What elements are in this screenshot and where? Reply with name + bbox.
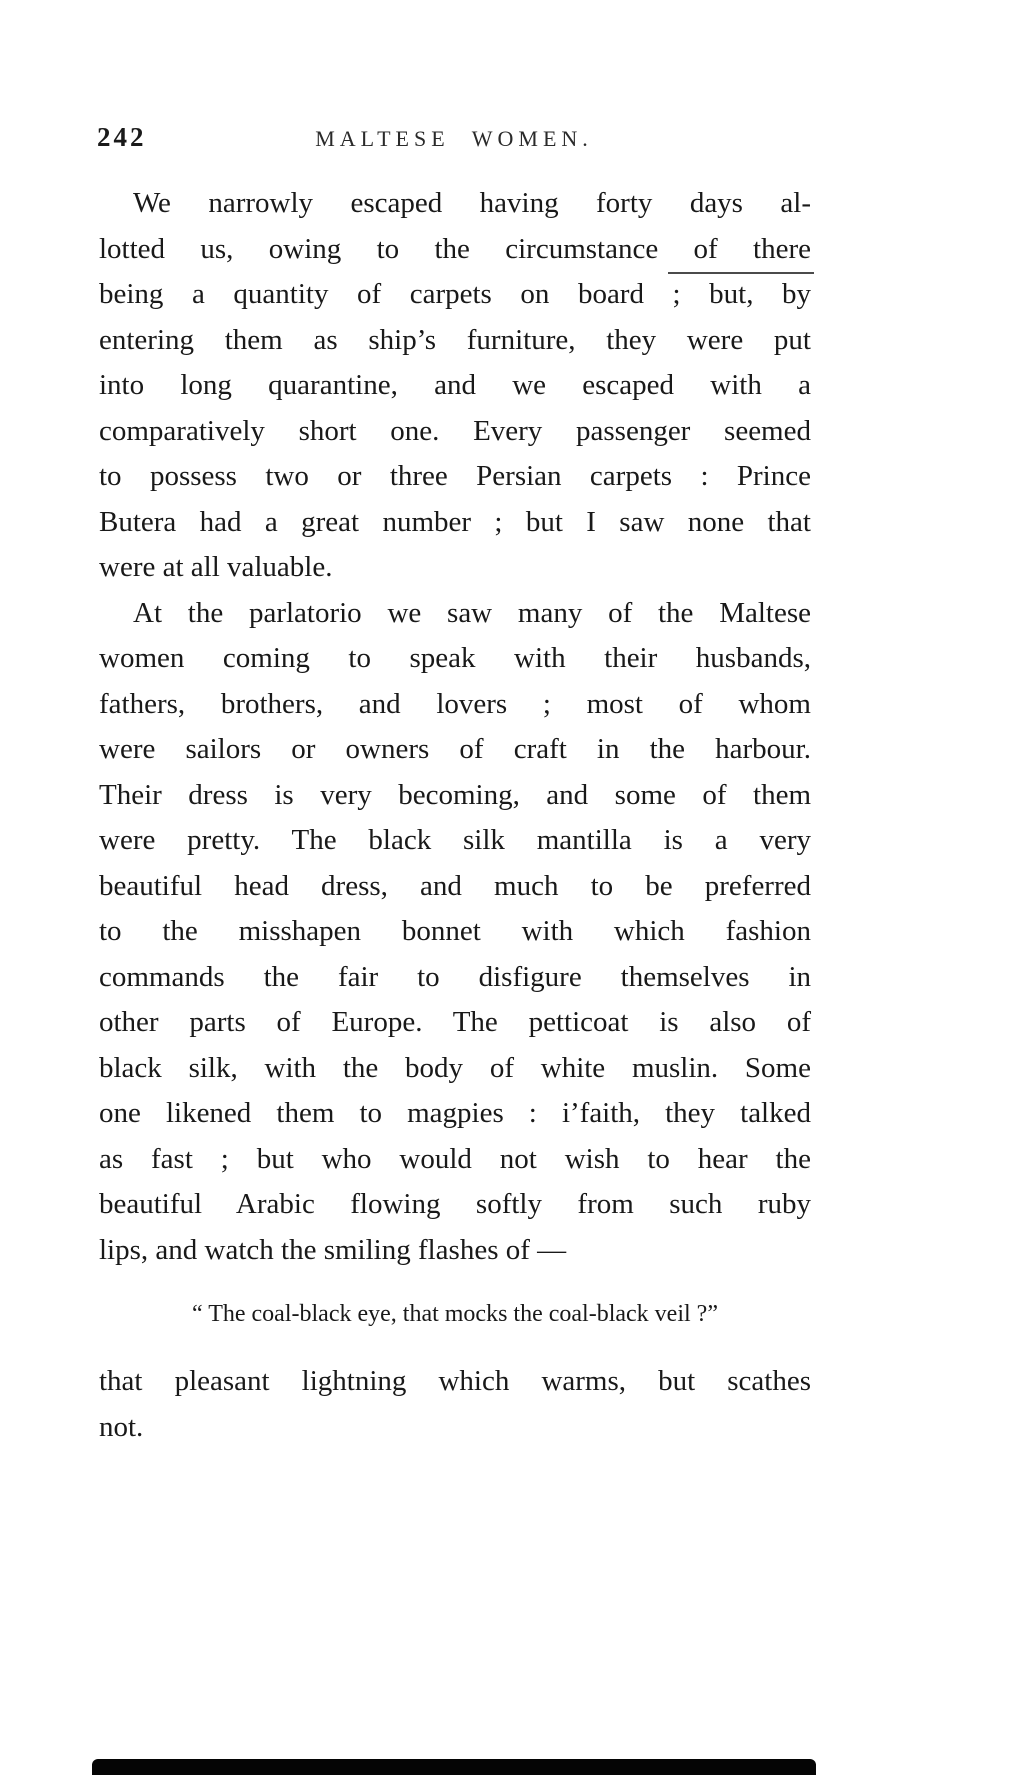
verse-quote: [99, 1297, 811, 1331]
text-line: comparatively short one. Every passenger seemed: [99, 414, 811, 447]
text-line: to the misshapen bonnet with which fashion: [99, 915, 811, 947]
text-line: We narrowly escaped having forty days al-: [133, 187, 811, 219]
text-line: black silk, with the body of white muslin. Some: [99, 1051, 811, 1084]
text-line: lips, and watch the smiling flashes of —: [99, 1233, 567, 1266]
text-line: “ The coal-black eye, that mocks the coal-black veil ?”: [192, 1301, 718, 1327]
text-line: were at all valuable.: [99, 551, 333, 583]
paragraph: [99, 181, 811, 591]
page-number: 242: [97, 122, 147, 152]
text-line: Their dress is very becoming, and some of them: [99, 778, 811, 811]
text-line: were sailors or owners of craft in the harbour.: [99, 733, 811, 765]
text-line: entering them as ship’s furniture, they were put: [99, 323, 811, 356]
text-line: that pleasant lightning which warms, but scathes: [99, 1365, 811, 1397]
text-line: lotted us, owing to the circumstance of there: [99, 232, 811, 265]
text-line: Butera had a great number ; but I saw none that: [99, 505, 811, 538]
text-line: as fast ; but who would not wish to hear the: [99, 1142, 811, 1175]
text-line: beautiful head dress, and much to be preferred: [99, 869, 811, 902]
page-header: [97, 120, 811, 156]
page-body: [99, 181, 811, 1450]
paragraph: [99, 591, 811, 1274]
text-line: At the parlatorio we saw many of the Maltese: [133, 596, 811, 629]
scan-artifact-line: [668, 272, 814, 274]
text-line: not.: [99, 1410, 144, 1443]
text-line: beautiful Arabic flowing softly from such ruby: [99, 1188, 811, 1220]
scan-artifact-bar: [92, 1759, 816, 1775]
text-line: to possess two or three Persian carpets : Prince: [99, 460, 811, 492]
paragraph: [99, 1359, 811, 1450]
text-line: other parts of Europe. The petticoat is also of: [99, 1006, 811, 1038]
text-line: women coming to speak with their husbands,: [99, 642, 811, 674]
text-line: one likened them to magpies : i’faith, they talked: [99, 1097, 811, 1129]
text-line: were pretty. The black silk mantilla is a very: [99, 824, 811, 856]
running-header: MALTESE WOMEN.: [315, 126, 593, 151]
text-line: fathers, brothers, and lovers ; most of whom: [99, 687, 811, 720]
text-line: being a quantity of carpets on board ; but, by: [99, 278, 811, 310]
text-line: into long quarantine, and we escaped with a: [99, 369, 811, 401]
text-line: commands the fair to disfigure themselves in: [99, 960, 811, 993]
